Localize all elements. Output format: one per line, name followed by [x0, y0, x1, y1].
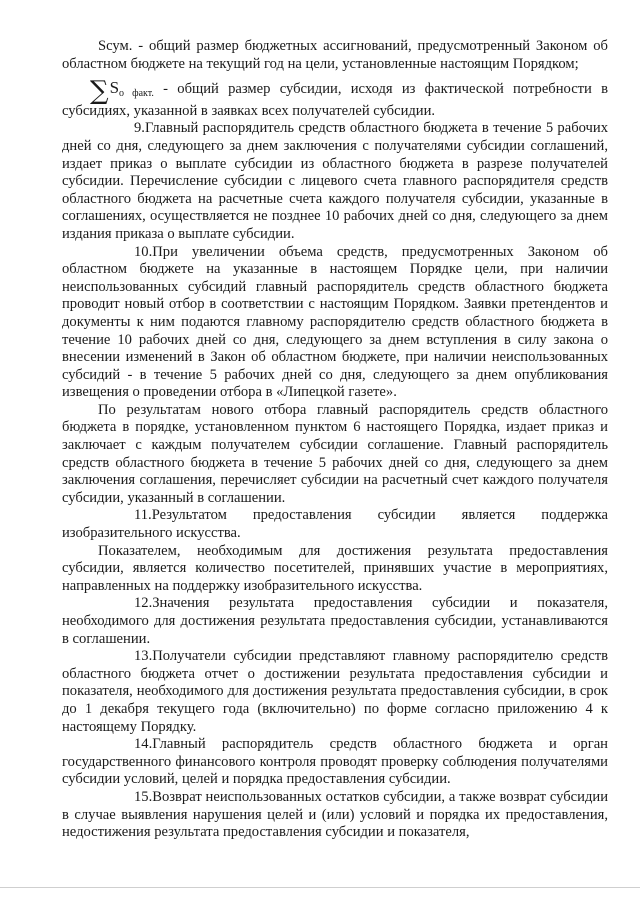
paragraph-text: Главный распорядитель средств областного бюджета и орган государственного финансового контроля проводят проверку соблюдения получателями субсидии условий, целей и порядка предоставления субсидии. — [62, 736, 608, 788]
formula-description: - общий размер субсидии, исходя из фактической потребности в субсидиях, указанной в заявках всех получателей субсидии. — [62, 81, 608, 119]
formula-s-letter: S — [109, 78, 120, 98]
paragraph-formula — [62, 76, 608, 120]
paragraph-13 — [62, 648, 608, 736]
paragraph-number: 15. — [134, 788, 153, 805]
sigma-symbol: ∑ — [90, 76, 109, 107]
paragraph-11-continuation: Показателем, необходимым для достижения результата предоставления субсидии, является количество посетителей, принявших участие в мероприятиях, направленных на поддержку изобразительного искусства. — [62, 542, 608, 594]
paragraph-11 — [62, 507, 608, 542]
paragraph-10-continuation: По результатам нового отбора главный распорядитель средств областного бюджета в порядке, установленном пунктом 6 настоящего Порядка, издает приказ и заключает с каждым получателем субсидии соглашение. Главный распорядитель средств областного бюджета в течение 5 рабочих дней со дня, следующего за днем заключения соглашения, перечисляет субсидии на расчетный счет каждого получателя субсидии, указанный в соглашении. — [62, 401, 608, 506]
paragraph-text: Значения результата предоставления субсидии и показателя, необходимого для достижения результата предоставления субсидии, устанавливаются в соглашении. — [62, 595, 608, 647]
paragraph-text: Возврат неиспользованных остатков субсидии, а также возврат субсидии в случае выявления нарушения целей и (или) условий и порядка их предоставления, недостижения результата предоставления субсидии и показателя, — [62, 788, 608, 841]
paragraph-number: 14. — [134, 736, 153, 753]
paragraph-number: 10. — [134, 243, 153, 260]
formula-subscript: о факт. — [119, 88, 154, 100]
paragraph-12 — [62, 595, 608, 648]
paragraph-text: При увеличении объема средств, предусмотренных Законом об областном бюджете на указанные в настоящем Порядке цели, при наличии неиспользованных субсидий главный распорядитель средств областного бюджета проводит новый отбор в соответствии с настоящим Порядком. Заявки претендентов и документы к ним подаются главному распорядителю средств областного бюджета в течение 10 рабочих дней со дня, следующего за днем вступления в силу закона о внесении изменений в Закон об областном бюджете, при наличии неиспользованных субсидий - в течение 5 рабочих дней со дня, следующего за днем опубликования извещения о проведении отбора в «Липецкой газете». — [62, 243, 608, 401]
paragraph-s-sum: Sсум. - общий размер бюджетных ассигнований, предусмотренный Законом об областном бюджете на текущий год на цели, установленные настоящим Порядком; — [62, 38, 608, 72]
paragraph-text: Получатели субсидии представляют главному распорядителю средств областного бюджета отчет о достижении результата предоставления субсидии и показателя, необходимого для достижения результата предоставления субсидии, в срок до 1 декабря текущего года (включительно) по форме согласно приложению 4 к настоящему Порядку. — [62, 648, 608, 735]
paragraph-number: 9. — [134, 120, 145, 137]
paragraph-10 — [62, 244, 608, 402]
paragraph-number: 11. — [134, 507, 152, 524]
paragraph-9 — [62, 120, 608, 243]
paragraph-14 — [62, 736, 608, 789]
document-page — [62, 38, 608, 842]
paragraph-15 — [62, 789, 608, 842]
paragraph-text: Главный распорядитель средств областного бюджета в течение 5 рабочих дней со дня, следующего за днем заключения с получателями субсидии соглашений, издает приказ о выплате субсидии из областного бюджета в разрезе получателей субсидии. Перечисление субсидии с лицевого счета главного распорядителя средств областного бюджета на расчетные счета каждого получателя субсидии, указанные в соглашениях, осуществляется не позднее 10 рабочих дней со дня, следующего за днем издания приказа о выплате субсидии. — [62, 120, 608, 242]
paragraph-number: 13. — [134, 648, 153, 665]
paragraph-text: Результатом предоставления субсидии является поддержка изобразительного искусства. — [62, 507, 608, 542]
scan-edge-line — [0, 887, 640, 888]
paragraph-number: 12. — [134, 595, 153, 612]
